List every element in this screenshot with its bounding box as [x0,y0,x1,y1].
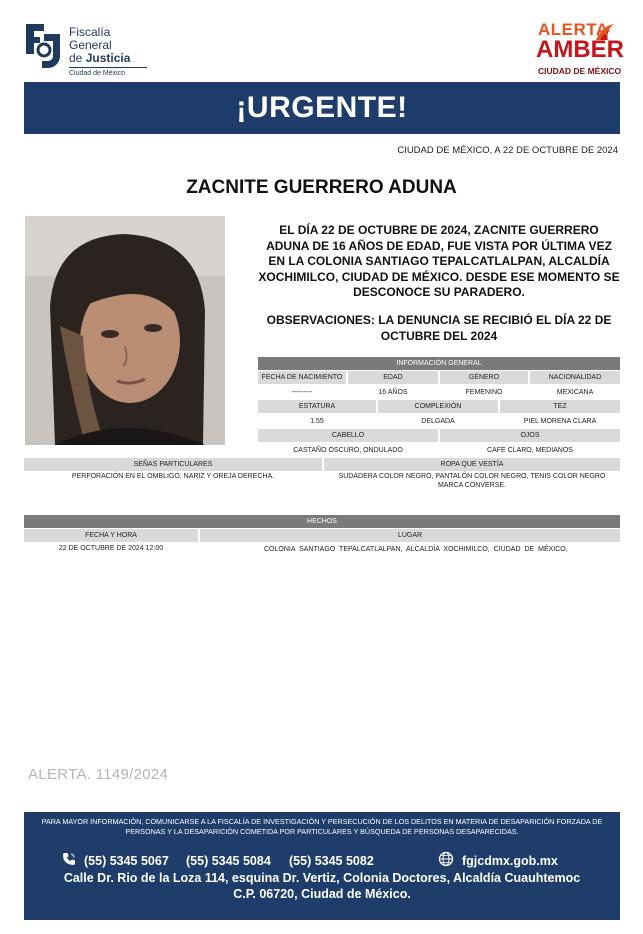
logo-divider [69,67,147,68]
info-value-birthdate: --------- [291,389,313,396]
info-header-birthdate: FECHA DE NACIMIENTO [258,371,346,384]
footer [24,812,620,920]
info-header-complexion: TEZ [500,400,620,413]
info-header-nationality: NACIONALIDAD [530,371,620,384]
info-value-gender: FEMENINO [465,389,503,396]
address-line-1: Calle Dr. Rio de la Loza 114, esquina Dr. Vertiz, Colonia Doctores, Alcaldía Cuauhtemoc [63,871,581,885]
hechos-header-place: LUGAR [200,529,620,542]
observations: OBSERVACIONES: LA DENUNCIA SE RECIBIÓ EL DÍA 22 DE OCTUBRE DEL 2024 [266,313,612,343]
logo-text-general: General [69,38,112,52]
info-value-marks: PERFORACIÓN EN EL OMBLIGO, NARIZ Y OREJA DERECHA. [71,473,275,480]
amber-text-amber: AMBER [536,36,624,63]
person-photo [25,216,225,445]
phone-number-2[interactable]: (55) 5345 5084 [186,854,271,868]
info-header-eyes: OJOS [440,429,620,442]
info-value-complexion: PIEL MORENA CLARA [523,418,597,425]
info-header-gender: GÉNERO [440,371,528,384]
photo-illustration [25,216,225,445]
fgj-logo-icon [24,22,64,76]
info-header-marks: SEÑAS PARTICULARES [24,458,322,471]
info-header-clothing: ROPA QUE VESTÍA [324,458,620,471]
info-value-build: DELGADA [421,418,455,425]
dateline: CIUDAD DE MÉXICO, A 22 DE OCTUBRE DE 2024 [397,145,618,156]
website-link[interactable]: fgjcdmx.gob.mx [462,854,558,868]
footer-info: PARA MAYOR INFORMACIÓN, COMUNICARSE A LA FISCALÍA DE INVESTIGACIÓN Y PERSECUCIÓN DE LOS DELITOS EN MATERIA DE DESAPARICIÓN FORZADA DE PERSONAS Y LA DESAPARICIÓN COMETIDA POR PARTICULARES Y BÚSQUEDA DE PERSONAS DESAPARECIDAS. [41,817,603,836]
info-value-hair: CASTAÑO OSCURO, ONDULADO [293,447,403,454]
person-description: EL DÍA 22 DE OCTUBRE DE 2024, ZACNITE GUERRERO ADUNA DE 16 AÑOS DE EDAD, FUE VISTA POR ÚLTIMA VEZ EN LA COLONIA SANTIAGO TEPALCATLALPAN, ALCALDÍA XOCHIMILCO, CIUDAD DE MÉXICO. DESDE ESE MOMENTO SE DESCONOCE SU PARADERO. [258,223,620,299]
info-value-age: 16 AÑOS [378,389,408,396]
footer-contact-row [62,852,582,872]
info-general-title: INFORMACIÓN GENERAL [258,357,620,370]
info-header-build: COMPLEXIÓN [378,400,498,413]
logo-text-justicia: de Justicia [69,51,131,65]
globe-icon [438,851,454,867]
info-value-clothing: SUDADERA COLOR NEGRO, PANTALÓN COLOR NEGRO, TENIS COLOR NEGRO MARCA CONVERSE. [338,473,606,489]
info-header-height: ESTATURA [258,400,376,413]
person-name: ZACNITE GUERRERO ADUNA [186,177,457,198]
phone-number-3[interactable]: (55) 5345 5082 [289,854,374,868]
hechos-title: HECHOS [24,515,620,528]
fgj-logo [24,22,164,80]
phone-number-1[interactable]: (55) 5345 5067 [84,854,169,868]
phone-icon [62,852,76,866]
address-line-2: C.P. 06720, Ciudad de México. [233,887,411,901]
info-value-height: 1.55 [310,418,324,425]
banner-title: ¡URGENTE! [236,91,408,124]
info-value-nationality: MEXICANA [556,389,594,396]
amber-text-cdmx: CIUDAD DE MÉXICO [538,66,622,76]
logo-text-fiscalia: Fiscalía [69,25,111,39]
hechos-value-place: COLONIA SANTIAGO TEPALCATLALPAN, ALCALDÍA XOCHIMILCO, CIUDAD DE MÉXICO, [264,546,568,553]
alert-number: ALERTA. 1149/2024 [28,766,169,783]
logo-text-cdmx: Ciudad de México [69,70,126,77]
hechos-value-datetime: 22 DE OCTUBRE DE 2024 12:00 [58,545,164,552]
info-header-hair: CABELLO [258,429,438,442]
hechos-header-datetime: FECHA Y HORA [24,529,198,542]
alerta-amber-logo [532,20,624,80]
info-header-age: EDAD [348,371,438,384]
urgent-banner [24,82,620,134]
info-value-eyes: CAFE CLARO, MEDIANOS [487,447,573,454]
amber-text-alerta: ALERTA [538,20,609,39]
